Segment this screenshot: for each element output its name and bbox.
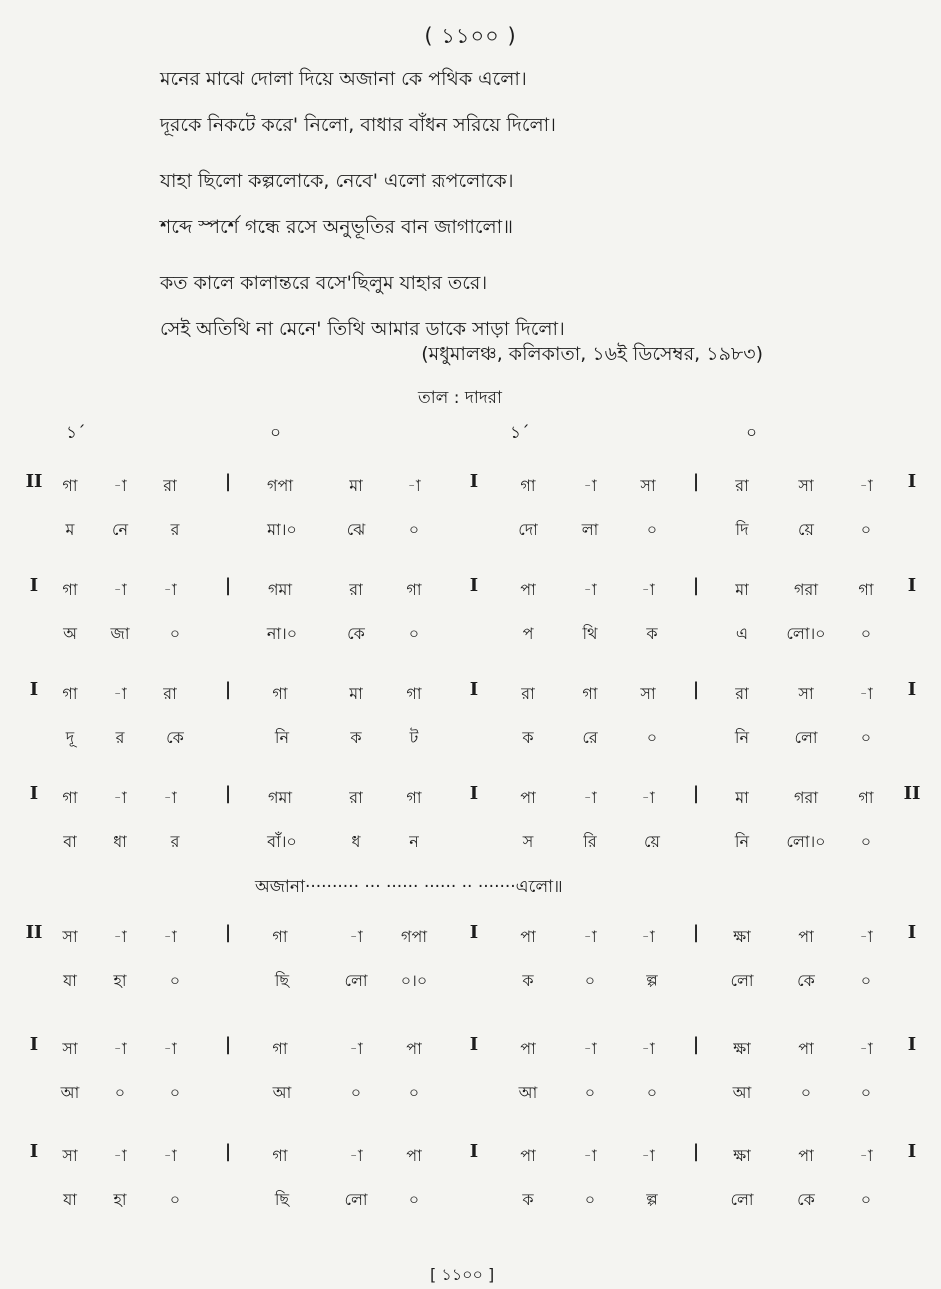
lyric-syllable: যা <box>63 971 77 990</box>
note-cell: -া <box>859 684 873 703</box>
note-cell: -া <box>583 1146 597 1165</box>
lyric-syllable: ক <box>522 971 534 990</box>
page-number: ( ১১০০ ) <box>424 24 517 48</box>
bar-line: | <box>692 783 700 804</box>
lyric-syllable: লো <box>344 1190 368 1209</box>
lyric-syllable: নি <box>734 728 750 747</box>
note-cell: রা <box>349 580 363 599</box>
note-cell: -া <box>163 927 177 946</box>
note-cell: গমা <box>267 580 293 599</box>
lyric-line: শব্দে স্পর্শে গন্ধে রসে অনুভূতির বান জাগালো॥ <box>160 216 513 238</box>
lyric-syllable: ০ <box>860 728 872 747</box>
note-cell: -া <box>163 1146 177 1165</box>
lyric-syllable: এ <box>735 624 749 643</box>
bar-line: I <box>469 1034 479 1055</box>
lyric-syllable: র <box>170 832 180 851</box>
note-cell: সা <box>798 684 814 703</box>
note-cell: -া <box>349 927 363 946</box>
note-cell: -া <box>859 1146 873 1165</box>
bar-line: | <box>692 575 700 596</box>
lyric-syllable: রে <box>582 728 598 747</box>
bar-line: I <box>907 1141 917 1162</box>
note-cell: গা <box>272 1039 288 1058</box>
note-cell: গমা <box>267 788 293 807</box>
note-cell: ক্ষা <box>733 1146 751 1165</box>
bar-line: I <box>907 471 917 492</box>
note-cell: রা <box>163 684 177 703</box>
note-cell: মা <box>735 788 749 807</box>
lyric-line: দূরকে নিকটে করে' নিলো, বাধার বাঁধন সরিয়ে দিলো। <box>160 114 556 136</box>
continuation-line: অজানা·········· ··· ······ ······ ·· ·······এলো॥ <box>255 877 563 897</box>
note-cell: গা <box>406 788 422 807</box>
bar-line: I <box>29 679 39 700</box>
note-cell: পা <box>406 1039 422 1058</box>
lyric-line: সেই অতিথি না মেনে' তিথি আমার ডাকে সাড়া দিলো। <box>160 318 565 340</box>
lyric-syllable: প <box>522 624 534 643</box>
note-cell: -া <box>113 476 127 495</box>
note-cell: গা <box>62 476 78 495</box>
lyric-syllable: জা <box>110 624 130 643</box>
lyric-syllable: না।০ <box>266 624 298 643</box>
lyric-syllable: ০ <box>646 1083 658 1102</box>
bar-line: I <box>29 783 39 804</box>
note-cell: -া <box>859 1039 873 1058</box>
note-cell: গা <box>62 788 78 807</box>
lyric-syllable: ০ <box>646 728 658 747</box>
lyric-syllable: মা।০ <box>267 520 297 539</box>
lyric-syllable: ০ <box>169 971 181 990</box>
lyric-syllable: ০ <box>646 520 658 539</box>
lyric-syllable: আ <box>60 1083 80 1102</box>
lyric-syllable: স <box>522 832 534 851</box>
note-cell: গরা <box>794 788 818 807</box>
note-cell: সা <box>62 1146 78 1165</box>
note-cell: গপা <box>267 476 293 495</box>
note-cell: সা <box>640 684 656 703</box>
lyric-syllable: দি <box>735 520 749 539</box>
note-cell: -া <box>641 788 655 807</box>
note-cell: -া <box>407 476 421 495</box>
lyric-syllable: য়ে <box>798 520 814 539</box>
lyric-syllable: ম <box>65 520 75 539</box>
bar-line: | <box>224 1141 232 1162</box>
lyric-syllable: নে <box>111 520 129 539</box>
bar-line: I <box>469 783 479 804</box>
note-cell: -া <box>163 580 177 599</box>
lyric-syllable: য়ে <box>644 832 660 851</box>
note-cell: সা <box>62 1039 78 1058</box>
note-cell: -া <box>113 1039 127 1058</box>
lyric-syllable: লো <box>730 971 754 990</box>
lyric-syllable: ক <box>522 728 534 747</box>
note-cell: -া <box>349 1039 363 1058</box>
note-cell: -া <box>583 1039 597 1058</box>
note-cell: মা <box>735 580 749 599</box>
lyric-syllable: আ <box>732 1083 752 1102</box>
bar-line: I <box>29 1034 39 1055</box>
bar-line: I <box>469 471 479 492</box>
note-cell: পা <box>798 927 814 946</box>
lyric-syllable: ০ <box>408 624 420 643</box>
bar-line: I <box>907 575 917 596</box>
bar-line: II <box>25 471 43 492</box>
bar-line: | <box>692 679 700 700</box>
attribution: (মধুমালঞ্চ, কলিকাতা, ১৬ই ডিসেম্বর, ১৯৮৩) <box>421 343 763 365</box>
bar-line: I <box>907 922 917 943</box>
lyric-syllable: ০।০ <box>400 971 428 990</box>
lyric-syllable: ধ <box>351 832 361 851</box>
lyric-syllable: ০ <box>114 1083 126 1102</box>
lyric-syllable: যা <box>63 1190 77 1209</box>
lyric-syllable: ০ <box>350 1083 362 1102</box>
note-cell: -া <box>641 927 655 946</box>
note-cell: -া <box>583 476 597 495</box>
note-cell: মা <box>349 476 363 495</box>
bar-line: I <box>469 679 479 700</box>
note-cell: -া <box>113 927 127 946</box>
bar-line: | <box>224 471 232 492</box>
bar-line: I <box>469 575 479 596</box>
beat-mark: ১´ <box>66 423 86 443</box>
lyric-syllable: লো <box>344 971 368 990</box>
lyric-syllable: ০ <box>860 1190 872 1209</box>
lyric-syllable: ০ <box>860 971 872 990</box>
note-cell: পা <box>798 1039 814 1058</box>
lyric-syllable: ০ <box>408 520 420 539</box>
lyric-syllable: কে <box>347 624 365 643</box>
lyric-syllable: বাঁ।০ <box>267 832 297 851</box>
lyric-syllable: লো।০ <box>786 832 826 851</box>
lyric-syllable: ০ <box>860 520 872 539</box>
note-cell: -া <box>349 1146 363 1165</box>
lyric-syllable: ক <box>522 1190 534 1209</box>
note-cell: রা <box>349 788 363 807</box>
lyric-syllable: হা <box>113 971 127 990</box>
note-cell: সা <box>62 927 78 946</box>
note-cell: গা <box>272 1146 288 1165</box>
lyric-syllable: ল্প <box>646 1190 658 1209</box>
lyric-syllable: র <box>170 520 180 539</box>
lyric-syllable: ঝে <box>346 520 366 539</box>
page-footer: [ ১১০০ ] <box>430 1265 495 1284</box>
note-cell: গা <box>406 580 422 599</box>
note-cell: -া <box>163 1039 177 1058</box>
note-cell: রা <box>521 684 535 703</box>
bar-line: | <box>692 471 700 492</box>
bar-line: | <box>224 1034 232 1055</box>
bar-line: | <box>692 1141 700 1162</box>
note-cell: পা <box>520 927 536 946</box>
lyric-syllable: ছি <box>274 1190 290 1209</box>
beat-mark: ০ <box>270 423 282 443</box>
note-cell: -া <box>113 788 127 807</box>
note-cell: পা <box>406 1146 422 1165</box>
lyric-syllable: কে <box>166 728 184 747</box>
bar-line: II <box>25 922 43 943</box>
note-cell: -া <box>583 927 597 946</box>
note-cell: গরা <box>794 580 818 599</box>
lyric-syllable: লা <box>581 520 599 539</box>
bar-line: | <box>224 575 232 596</box>
lyric-syllable: ০ <box>860 832 872 851</box>
bar-line: | <box>224 783 232 804</box>
lyrics-block <box>160 66 860 362</box>
note-cell: পা <box>520 580 536 599</box>
lyric-syllable: কে <box>797 971 815 990</box>
lyric-syllable: ০ <box>860 1083 872 1102</box>
beat-mark: ০ <box>746 423 758 443</box>
bar-line: | <box>224 922 232 943</box>
note-cell: গা <box>858 788 874 807</box>
note-cell: ক্ষা <box>733 927 751 946</box>
lyric-syllable: কে <box>797 1190 815 1209</box>
note-cell: পা <box>520 1039 536 1058</box>
lyric-syllable: ধা <box>113 832 127 851</box>
note-cell: -া <box>583 788 597 807</box>
note-cell: -া <box>113 684 127 703</box>
lyric-syllable: র <box>115 728 125 747</box>
note-cell: গা <box>272 927 288 946</box>
note-cell: -া <box>113 1146 127 1165</box>
lyric-syllable: ০ <box>584 971 596 990</box>
note-cell: পা <box>798 1146 814 1165</box>
lyric-syllable: ০ <box>584 1190 596 1209</box>
lyric-syllable: ০ <box>408 1190 420 1209</box>
note-cell: গা <box>858 580 874 599</box>
note-cell: গা <box>62 684 78 703</box>
bar-line: I <box>469 922 479 943</box>
note-cell: পা <box>520 788 536 807</box>
bar-line: I <box>907 679 917 700</box>
note-cell: -া <box>859 927 873 946</box>
lyric-syllable: লো।০ <box>786 624 826 643</box>
lyric-line: কত কালে কালান্তরে বসে'ছিলুম যাহার তরে। <box>160 272 488 294</box>
lyric-syllable: আ <box>518 1083 538 1102</box>
bar-line: | <box>224 679 232 700</box>
note-cell: রা <box>163 476 177 495</box>
beat-mark: ১´ <box>510 423 530 443</box>
lyric-syllable: দূ <box>65 728 75 747</box>
note-cell: গা <box>406 684 422 703</box>
lyric-syllable: লো <box>730 1190 754 1209</box>
lyric-syllable: ০ <box>408 1083 420 1102</box>
note-cell: -া <box>859 476 873 495</box>
lyric-syllable: ক <box>646 624 658 643</box>
lyric-syllable: হা <box>113 1190 127 1209</box>
note-cell: -া <box>641 1146 655 1165</box>
note-cell: রা <box>735 476 749 495</box>
note-cell: -া <box>113 580 127 599</box>
bar-line: I <box>907 1034 917 1055</box>
lyric-syllable: আ <box>272 1083 292 1102</box>
lyric-syllable: ০ <box>169 624 181 643</box>
lyric-syllable: ট <box>409 728 419 747</box>
lyric-syllable: ন <box>409 832 419 851</box>
lyric-line: মনের মাঝে দোলা দিয়ে অজানা কে পথিক এলো। <box>160 68 527 90</box>
note-cell: -া <box>641 1039 655 1058</box>
bar-line: II <box>903 783 921 804</box>
lyric-syllable: ০ <box>860 624 872 643</box>
note-cell: রা <box>735 684 749 703</box>
note-cell: গা <box>62 580 78 599</box>
note-cell: সা <box>798 476 814 495</box>
note-cell: -া <box>641 580 655 599</box>
lyric-syllable: ০ <box>584 1083 596 1102</box>
lyric-syllable: লো <box>794 728 818 747</box>
lyric-syllable: দো <box>518 520 538 539</box>
lyric-syllable: ০ <box>800 1083 812 1102</box>
lyric-syllable: নি <box>274 728 290 747</box>
note-cell: পা <box>520 1146 536 1165</box>
note-cell: -া <box>163 788 177 807</box>
lyric-syllable: ক <box>350 728 362 747</box>
bar-line: I <box>29 575 39 596</box>
note-cell: সা <box>640 476 656 495</box>
lyric-syllable: ০ <box>169 1083 181 1102</box>
lyric-syllable: নি <box>734 832 750 851</box>
bar-line: I <box>29 1141 39 1162</box>
bar-line: | <box>692 1034 700 1055</box>
lyric-syllable: থি <box>582 624 598 643</box>
note-cell: গা <box>272 684 288 703</box>
lyric-line: যাহা ছিলো কল্পলোকে, নেবে' এলো রূপলোকে। <box>160 170 514 192</box>
lyric-syllable: ল্প <box>646 971 658 990</box>
lyric-syllable: ছি <box>274 971 290 990</box>
note-cell: ক্ষা <box>733 1039 751 1058</box>
taal-label: তাল : দাদরা <box>418 388 502 408</box>
lyric-syllable: বা <box>63 832 77 851</box>
lyric-syllable: অ <box>63 624 77 643</box>
note-cell: গা <box>582 684 598 703</box>
note-cell: -া <box>583 580 597 599</box>
bar-line: I <box>469 1141 479 1162</box>
bar-line: | <box>692 922 700 943</box>
note-cell: মা <box>349 684 363 703</box>
note-cell: গপা <box>401 927 427 946</box>
lyric-syllable: রি <box>583 832 597 851</box>
note-cell: গা <box>520 476 536 495</box>
lyric-syllable: ০ <box>169 1190 181 1209</box>
